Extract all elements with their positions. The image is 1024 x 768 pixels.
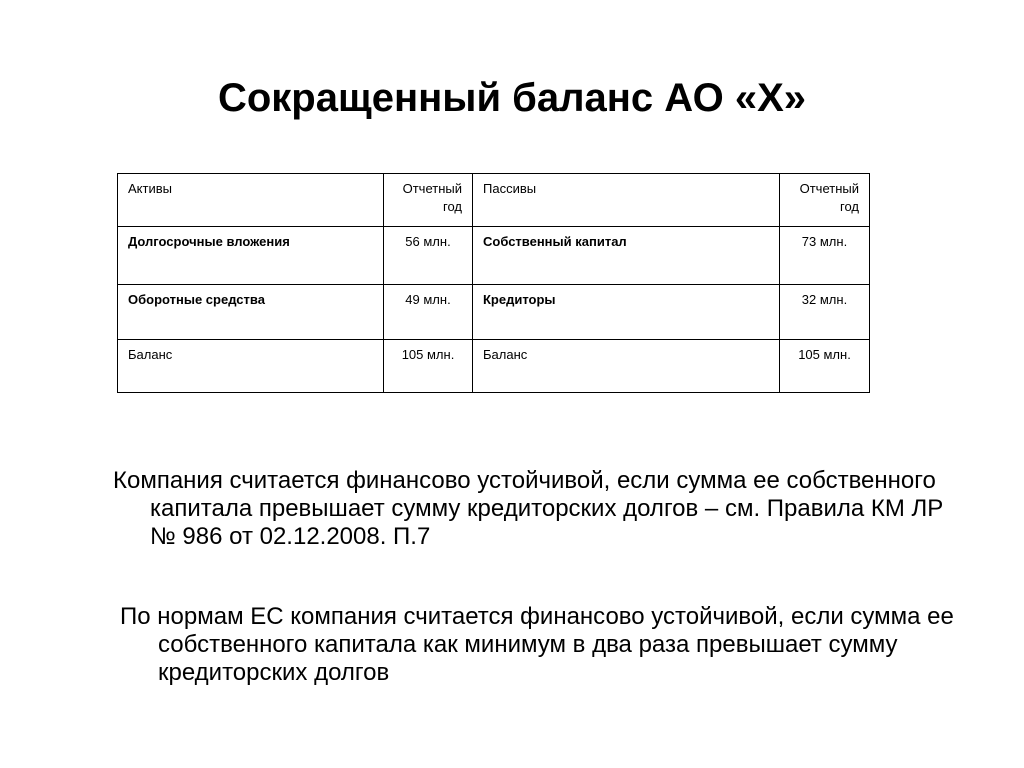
header-assets-year: Отчетный год <box>384 174 473 227</box>
asset-label: Долгосрочные вложения <box>118 227 384 285</box>
eu-norm-paragraph: По нормам ЕС компания считается финансово устойчивой, если сумма ее собственного капитала как минимум в два раза превышает сумму кредиторских долгов <box>120 603 954 686</box>
table-row <box>118 285 870 340</box>
header-liabilities-year: Отчетный год <box>780 174 870 227</box>
liability-value: 105 млн. <box>780 340 870 393</box>
header-liabilities: Пассивы <box>473 174 780 227</box>
balance-table <box>117 173 870 393</box>
stability-rule-paragraph: Компания считается финансово устойчивой, если сумма ее собственного капитала превышает сумму кредиторских долгов – см. Правила КМ ЛР № 986 от 02.12.2008. П.7 <box>113 467 944 550</box>
asset-label: Оборотные средства <box>118 285 384 340</box>
table-row <box>118 227 870 285</box>
liability-label: Баланс <box>473 340 780 393</box>
liability-value: 32 млн. <box>780 285 870 340</box>
liability-value: 73 млн. <box>780 227 870 285</box>
table-header-row <box>118 174 870 227</box>
liability-label: Собственный капитал <box>473 227 780 285</box>
table-row <box>118 340 870 393</box>
slide-title: Сокращенный баланс АО «Х» <box>217 76 807 120</box>
asset-value: 56 млн. <box>384 227 473 285</box>
asset-label: Баланс <box>118 340 384 393</box>
header-assets: Активы <box>118 174 384 227</box>
asset-value: 105 млн. <box>384 340 473 393</box>
liability-label: Кредиторы <box>473 285 780 340</box>
asset-value: 49 млн. <box>384 285 473 340</box>
